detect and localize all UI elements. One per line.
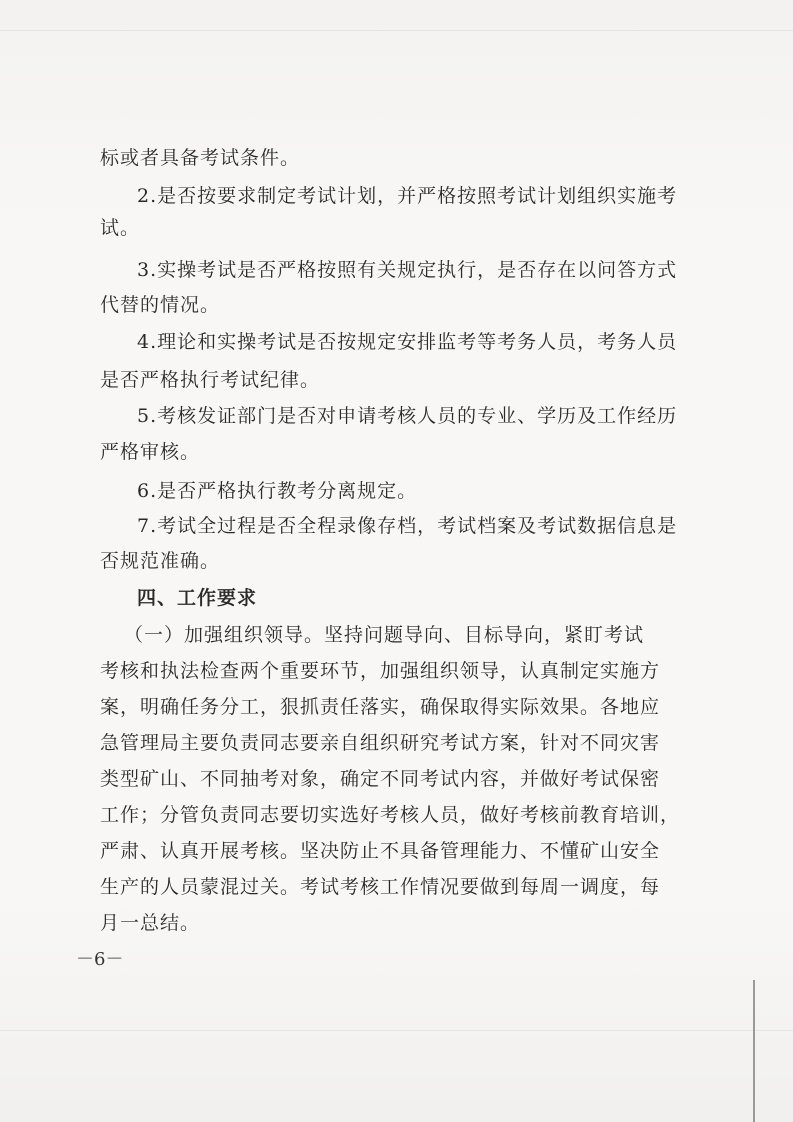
section-heading: 四、工作要求 xyxy=(137,587,258,609)
scan-artifact xyxy=(0,30,793,31)
text-line: 否规范准确。 xyxy=(100,550,221,572)
text-line: 严肃、认真开展考核。坚决防止不具备管理能力、不懂矿山安全 xyxy=(100,840,661,862)
text-line: 案，明确任务分工，狠抓责任落实，确保取得实际效果。各地应 xyxy=(100,696,661,718)
page-number: －6－ xyxy=(76,949,124,970)
text-line: 6.是否严格执行教考分离规定。 xyxy=(137,480,418,502)
text-line: 是否严格执行考试纪律。 xyxy=(100,369,321,391)
text-line: （一）加强组织领导。坚持问题导向、目标导向，紧盯考试 xyxy=(124,624,645,646)
text-line: 急管理局主要负责同志要亲自组织研究考试方案，针对不同灾害 xyxy=(100,732,661,754)
text-line: 5.考核发证部门是否对申请考核人员的专业、学历及工作经历 xyxy=(137,405,678,427)
scan-edge xyxy=(753,980,755,1122)
text-line: 试。 xyxy=(100,217,141,239)
text-line: 2.是否按要求制定考试计划，并严格按照考试计划组织实施考 xyxy=(137,185,678,207)
text-line: 考核和执法检查两个重要环节，加强组织领导，认真制定实施方 xyxy=(100,660,661,682)
text-line: 生产的人员蒙混过关。考试考核工作情况要做到每周一调度，每 xyxy=(100,876,661,898)
text-line: 7.考试全过程是否全程录像存档，考试档案及考试数据信息是 xyxy=(137,515,678,537)
text-line: 4.理论和实操考试是否按规定安排监考等考务人员，考务人员 xyxy=(137,331,678,353)
text-line: 代替的情况。 xyxy=(100,294,221,316)
scan-artifact xyxy=(0,1030,793,1031)
text-line: 工作；分管负责同志要切实选好考核人员，做好考核前教育培训， xyxy=(100,804,681,826)
text-line: 标或者具备考试条件。 xyxy=(100,147,301,169)
text-line: 月一总结。 xyxy=(100,912,201,934)
text-line: 类型矿山、不同抽考对象，确定不同考试内容，并做好考试保密 xyxy=(100,768,661,790)
text-line: 严格审核。 xyxy=(100,441,201,463)
text-line: 3.实操考试是否严格按照有关规定执行，是否存在以问答方式 xyxy=(137,259,678,281)
